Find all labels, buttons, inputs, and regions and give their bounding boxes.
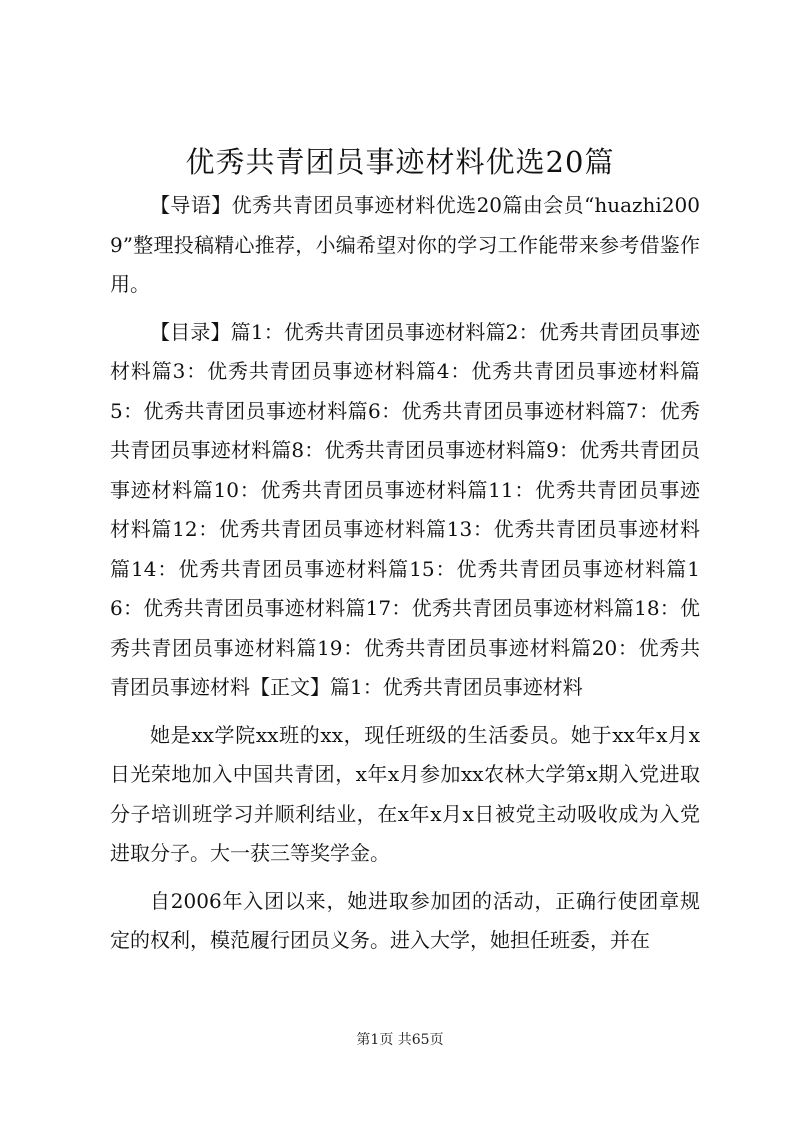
body-paragraph-1: 她是xx学院xx班的xx，现任班级的生活委员。她于xx年x月x日光荣地加入中国共青团，x年x月参加xx农林大学第x期入党进取分子培训班学习并顺利结业，在x年x月x日被党主动吸收成为入党进取分子。大一获三等奖学金。 [110,722,700,865]
table-of-contents-paragraph: 【目录】篇1：优秀共青团员事迹材料篇2：优秀共青团员事迹材料篇3：优秀共青团员事迹材料篇4：优秀共青团员事迹材料篇5：优秀共青团员事迹材料篇6：优秀共青团员事迹材料篇7：优秀共青团员事迹材料篇8：优秀共青团员事迹材料篇9：优秀共青团员事迹材料篇10：优秀共青团员事迹材料篇11：优秀共青团员事迹材料篇12：优秀共青团员事迹材料篇13：优秀共青团员事迹材料篇14：优秀共青团员事迹材料篇15：优秀共青团员事迹材料篇16：优秀共青团员事迹材料篇17：优秀共青团员事迹材料篇18：优秀共青团员事迹材料篇19：优秀共青团员事迹材料篇20：优秀共青团员事迹材料【正文】篇1：优秀共青团员事迹材料 [110,319,700,699]
document-body [110,186,700,961]
intro-paragraph: 【导语】优秀共青团员事迹材料优选20篇由会员“huazhi2009”整理投稿精心推荐，小编希望对你的学习工作能带来参考借鉴作用。 [110,193,700,296]
document-title: 优秀共青团员事迹材料优选20篇 [185,145,615,179]
page-number-footer: 第1页 共65页 [356,1032,444,1048]
body-paragraph-2: 自2006年入团以来，她进取参加团的活动，正确行使团章规定的权利，模范履行团员义务。进入大学，她担任班委，并在 [110,888,700,952]
